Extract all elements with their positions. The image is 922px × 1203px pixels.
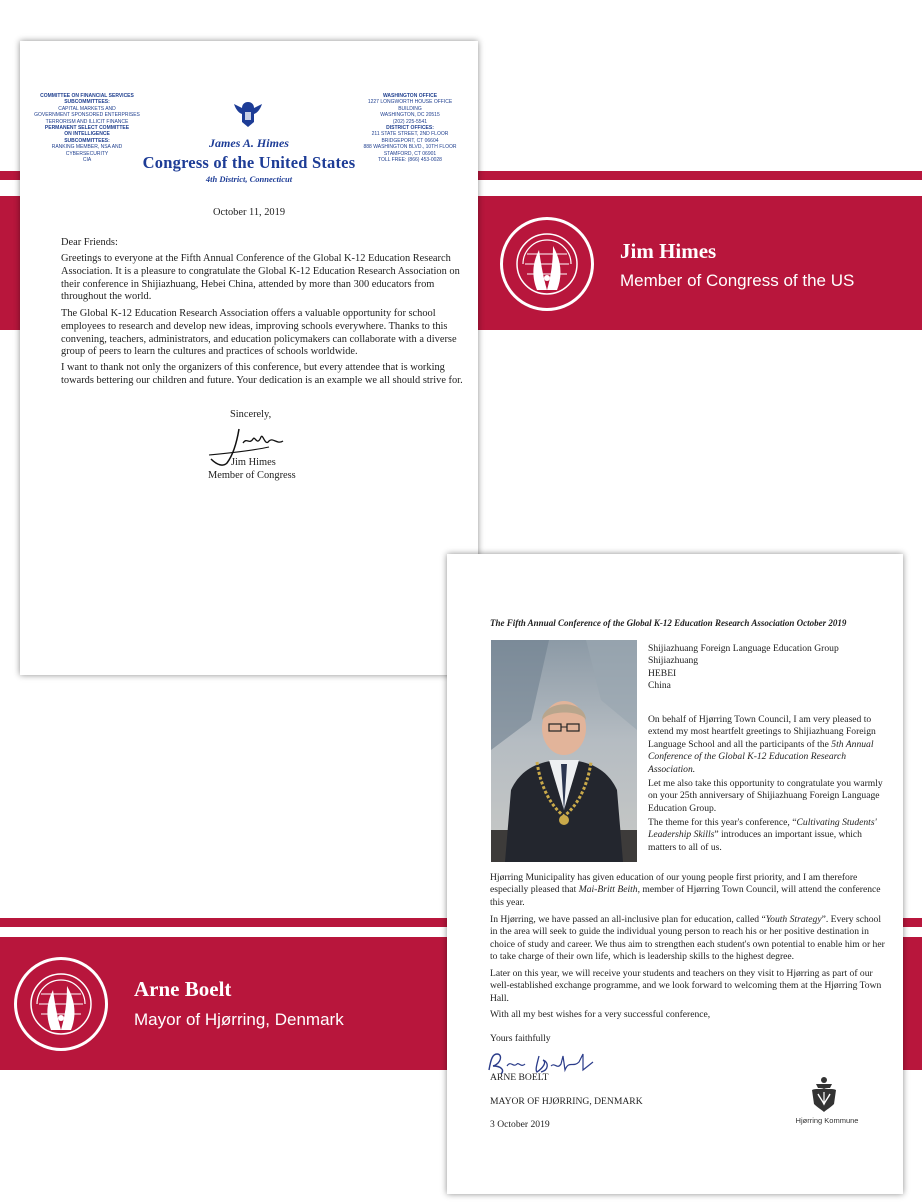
address-block: Shijiazhuang Foreign Language Education Group Shijiazhuang HEBEI China xyxy=(648,643,839,692)
district-line: 4th District, Connecticut xyxy=(205,174,293,184)
hjorring-logo-text: Hjørring Kommune xyxy=(795,1116,859,1125)
paragraph: On behalf of Hjørring Town Council, I am very pleased to extend my most heartfelt greetings to Shijiazhuang Foreign Language School and all the participants of the 5th Annual Conference of the Global K-12 Education Research Association. xyxy=(648,714,876,775)
association-logo-icon xyxy=(14,957,108,1051)
bottom-banner-name: Arne Boelt xyxy=(134,977,232,1001)
signer-name: Jim Himes xyxy=(231,457,276,468)
letterhead-offices: WASHINGTON OFFICE 1227 LONGWORTH HOUSE OFFICE BUILDING WASHINGTON, DC 20515 (202) 225-5541 DISTRICT OFFICES: 211 STATE STREET, 2ND FLOOR BRIDGEPORT, CT 06604 888 WASHINGTON BLVD., 10TH FLOOR STAMFORD, CT 06901 TOLL FREE: (866) 453-0028 xyxy=(363,93,457,164)
paragraph: The theme for this year's conference, “Cultivating Students' Leadership Skills” introduces an important issue, which matters to all of us. xyxy=(648,817,877,853)
letter-arne-boelt xyxy=(447,554,903,1194)
letter-heading: The Fifth Annual Conference of the Global K-12 Education Research Association October 2019 xyxy=(490,618,847,628)
letter-date: 3 October 2019 xyxy=(490,1119,550,1130)
closing: Yours faithfully xyxy=(490,1033,551,1044)
hjorring-crest-icon xyxy=(804,1074,844,1114)
letter-jim-himes xyxy=(20,41,478,675)
bottom-banner-role: Mayor of Hjørring, Denmark xyxy=(134,1010,344,1029)
congress-title: Congress of the United States xyxy=(142,153,356,172)
eagle-seal-icon xyxy=(230,96,266,132)
signer-title: MAYOR OF HJØRRING, DENMARK xyxy=(490,1096,643,1107)
paragraph: In Hjørring, we have passed an all-inclusive plan for education, called “Youth Strategy”. Every school in the area will seek to guide the individual young person to reach his or her positive destination in choice of study and career. We thus aim to strengthen each student's own potential to enable him or her to take charge of their own life, which is leadership skills to the highest degree. xyxy=(490,914,885,963)
paragraph: Later on this year, we will receive your students and teachers on they visit to Hjørring as part of our well-established exchange programme, and we look forward to welcoming them at the Hjørring Town Hall. xyxy=(490,968,882,1004)
letter-date: October 11, 2019 xyxy=(212,207,286,218)
top-banner-name: Jim Himes xyxy=(620,239,717,263)
paragraph: With all my best wishes for a very successful conference, xyxy=(490,1009,711,1020)
paragraph: Hjørring Municipality has given education of our young people first priority, and I am therefore especially pleased that Mai-Britt Beith, member of Hjørring Town Council, will attend the conference this year. xyxy=(490,872,881,908)
association-logo-icon xyxy=(500,217,594,311)
mayor-photo xyxy=(491,640,637,862)
paragraph: The Global K-12 Education Research Association offers a valuable opportunity for school employees to research and develop new ideas, improving schools everywhere. Thanks to this convening, teachers, administrators, and education policymakers can collaborate with a diverse group of peers to learn the cultures and practices of schools worldwide. xyxy=(61,308,457,358)
paragraph: Let me also take this opportunity to congratulate you warmly on your 25th anniversary of Shijiazhuang Foreign Language Education Group. xyxy=(648,778,883,814)
signer-name: ARNE BOELT xyxy=(490,1072,549,1083)
member-name: James A. Himes xyxy=(209,136,289,150)
letterhead-committees: COMMITTEE ON FINANCIAL SERVICES SUBCOMMITTEES: CAPITAL MARKETS AND GOVERNMENT SPONSORED ENTERPRISES TERRORISM AND ILLICIT FINANCE PERMANENT SELECT COMMITTEE ON INTELLIGENCE SUBCOMMITTEES: RANKING MEMBER, NSA AND CYBERSECURITY CIA xyxy=(34,93,140,164)
paragraph: Greetings to everyone at the Fifth Annual Conference of the Global K-12 Education Research Association. It is a pleasure to congratulate the Global K-12 Education Research Association on their conference in Shijiazhuang, Hebei China, attended by more than 300 educators from throughout the world. xyxy=(61,253,460,303)
salutation: Dear Friends: xyxy=(61,237,118,248)
top-banner-role: Member of Congress of the US xyxy=(620,271,855,290)
closing: Sincerely, xyxy=(230,409,272,420)
signer-title: Member of Congress xyxy=(208,470,296,481)
paragraph: I want to thank not only the organizers of this conference, but every attendee that is working towards bettering our children and future. Your dedication is an example we all should strive for. xyxy=(61,362,463,386)
